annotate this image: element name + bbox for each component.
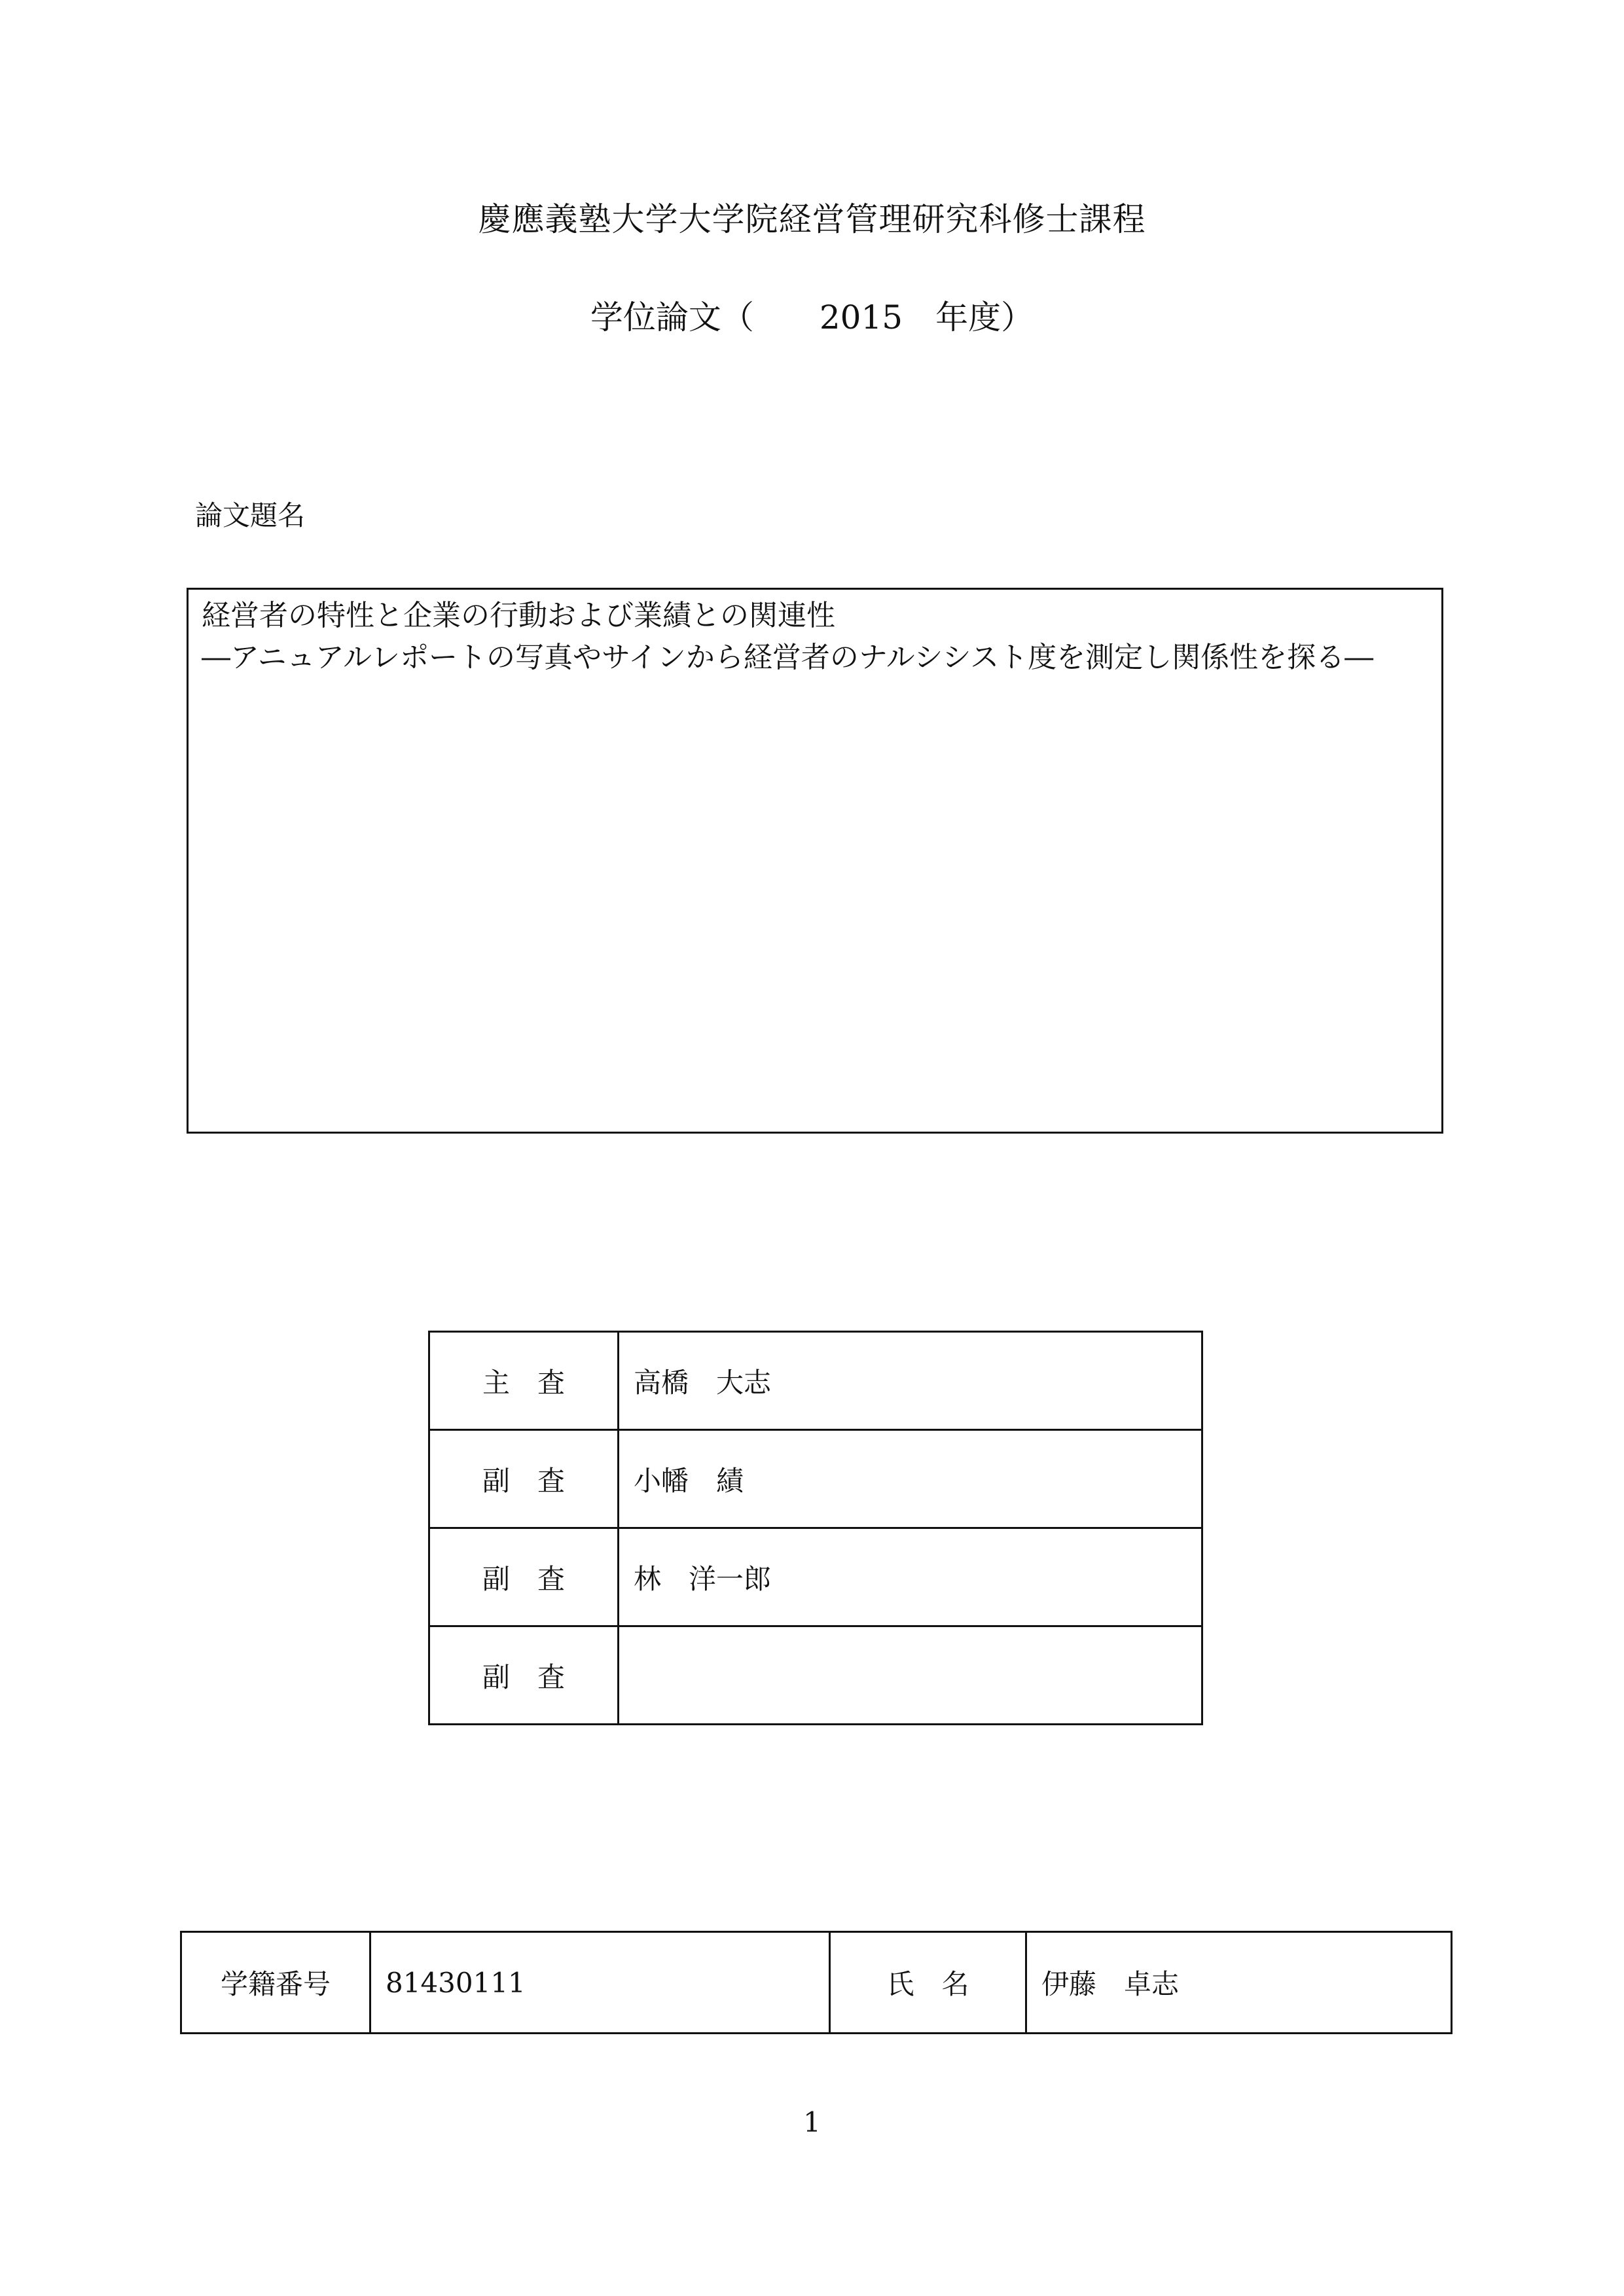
table-row [429,1528,1202,1626]
examiners-table [428,1331,1203,1725]
thesis-title-box [187,588,1443,1134]
degree-year-heading: 学位論文（ 2015 年度） [590,298,1034,336]
examiner-name-chief: 高橋 大志 [619,1332,1202,1430]
examiner-role-sub-3: 副 査 [429,1626,619,1725]
thesis-title-label: 論文題名 [195,499,306,531]
thesis-subtitle: ―アニュアルレポートの写真やサインから経営者のナルシシスト度を測定し関係性を探る― [202,641,1374,674]
student-id-value: 81430111 [370,1932,830,2034]
examiner-name-sub-2: 林 洋一郎 [619,1528,1202,1626]
page-number: 1 [803,2106,821,2138]
table-row [429,1332,1202,1430]
table-row [429,1626,1202,1725]
examiner-role-sub-2: 副 査 [429,1528,619,1626]
examiner-name-sub-3 [619,1626,1202,1725]
university-program-heading: 慶應義塾大学大学院経営管理研究科修士課程 [478,200,1146,238]
student-id-label: 学籍番号 [181,1932,370,2034]
table-row [429,1430,1202,1528]
thesis-title: 経営者の特性と企業の行動および業績との関連性 [202,599,835,632]
student-name-value: 伊藤 卓志 [1026,1932,1452,2034]
examiner-role-chief: 主 査 [429,1332,619,1430]
examiner-role-sub-1: 副 査 [429,1430,619,1528]
table-row [181,1932,1452,2034]
student-info-table [180,1931,1453,2034]
student-name-label: 氏 名 [830,1932,1026,2034]
examiner-name-sub-1: 小幡 績 [619,1430,1202,1528]
